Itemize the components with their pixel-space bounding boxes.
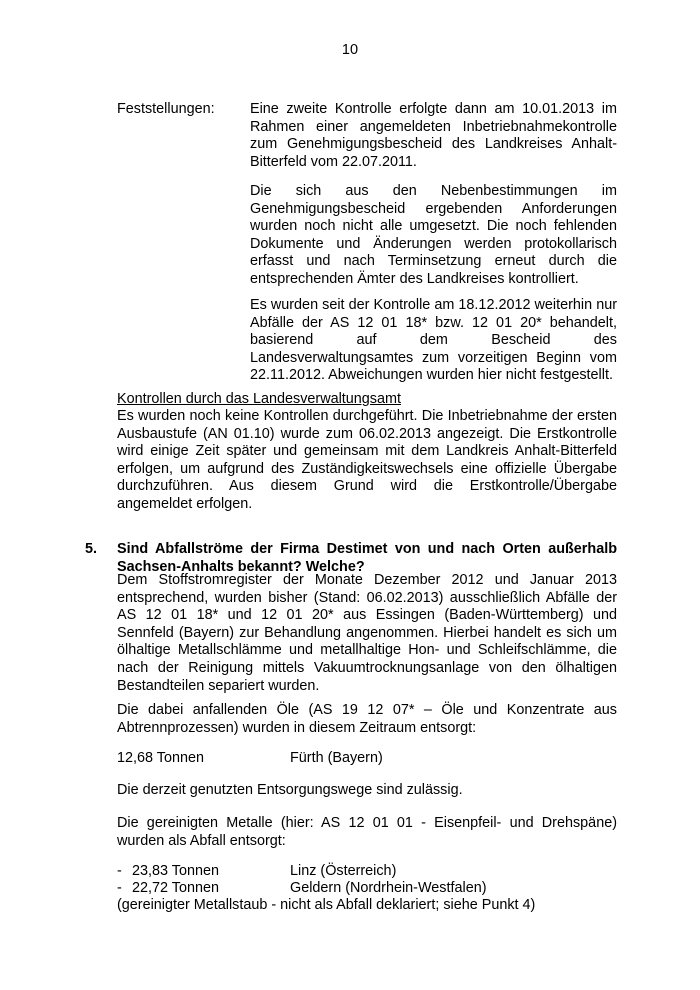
metal-dust-note: (gereinigter Metallstaub - nicht als Abfall deklariert; siehe Punkt 4) [117, 897, 536, 913]
list-dash: - [117, 880, 122, 896]
metal-location: Geldern (Nordrhein-Westfalen) [290, 880, 487, 896]
page-number: 10 [341, 42, 359, 58]
answer-paragraph-2: Die dabei anfallenden Öle (AS 19 12 07* – Öle und Konzentrate aus Abtrennprozessen) wurden in diesem Zeitraum entsorgt: [117, 702, 617, 736]
answer-paragraph-3: Die derzeit genutzten Entsorgungswege sind zulässig. [117, 782, 463, 798]
list-dash: - [117, 863, 122, 879]
answer-paragraph-4: Die gereinigten Metalle (hier: AS 12 01 01 - Eisenpfeil- und Drehspäne) wurden als Abfall entsorgt: [117, 815, 617, 849]
oil-amount: 12,68 Tonnen [117, 750, 204, 766]
question-text: Sind Abfallströme der Firma Destimet von und nach Orten außerhalb Sachsen-Anhalts bekannt? Welche? [117, 541, 617, 575]
findings-paragraph-2: Die sich aus den Nebenbestimmungen im Genehmigungsbescheid ergebenden Anforderungen wurden noch nicht alle umgesetzt. Die noch fehlenden Dokumente und Änderungen werden protokollarisch erfasst und nach Terminsetzung erneut durch die entsprechenden Ämter des Landkreises kontrolliert. [250, 183, 617, 287]
question-number: 5. [85, 541, 98, 557]
findings-paragraph-1: Eine zweite Kontrolle erfolgte dann am 10.01.2013 im Rahmen einer angemeldeten Inbetriebnahmekontrolle zum Genehmigungsbescheid des Landkreises Anhalt-Bitterfeld vom 22.07.2011. [250, 101, 617, 170]
metal-amount: 23,83 Tonnen [132, 863, 219, 879]
state-controls-heading: Kontrollen durch das Landesverwaltungsamt [117, 391, 401, 407]
findings-paragraph-3: Es wurden seit der Kontrolle am 18.12.2012 weiterhin nur Abfälle der AS 12 01 18* bzw. 12 01 20* behandelt, basierend auf dem Bescheid des Landesverwaltungsamtes zum vorzeitigen Beginn vom 22.11.2012. Abweichungen wurden hier nicht festgestellt. [250, 297, 617, 384]
state-controls-text: Es wurden noch keine Kontrollen durchgeführt. Die Inbetriebnahme der ersten Ausbaustufe (AN 01.10) wurde zum 06.02.2013 angezeigt. Die Erstkontrolle wird einige Zeit später und gemeinsam mit dem Landkreis Anhalt-Bitterfeld erfolgen, um aufgrund des Zuständigkeitswechsels eine offizielle Übergabe durchzuführen. Aus diesem Grund wird die Erstkontrolle/Übergabe angemeldet erfolgen. [117, 408, 617, 512]
findings-label: Feststellungen: [117, 101, 215, 117]
answer-paragraph-1: Dem Stoffstromregister der Monate Dezember 2012 und Januar 2013 entsprechend, wurden bisher (Stand: 06.02.2013) ausschließlich Abfälle der AS 12 01 18* und 12 01 20* aus Essingen (Baden-Württemberg) und Sennfeld (Bayern) zur Behandlung angenommen. Hierbei handelt es sich um ölhaltige Metallschlämme und metallhaltige Hon- und Schleifschlämme, die nach der Reinigung mittels Vakuumtrocknungsanlage von den ölhaltigen Bestandteilen separiert wurden. [117, 572, 617, 694]
metal-amount: 22,72 Tonnen [132, 880, 219, 896]
metal-location: Linz (Österreich) [290, 863, 397, 879]
oil-location: Fürth (Bayern) [290, 750, 383, 766]
